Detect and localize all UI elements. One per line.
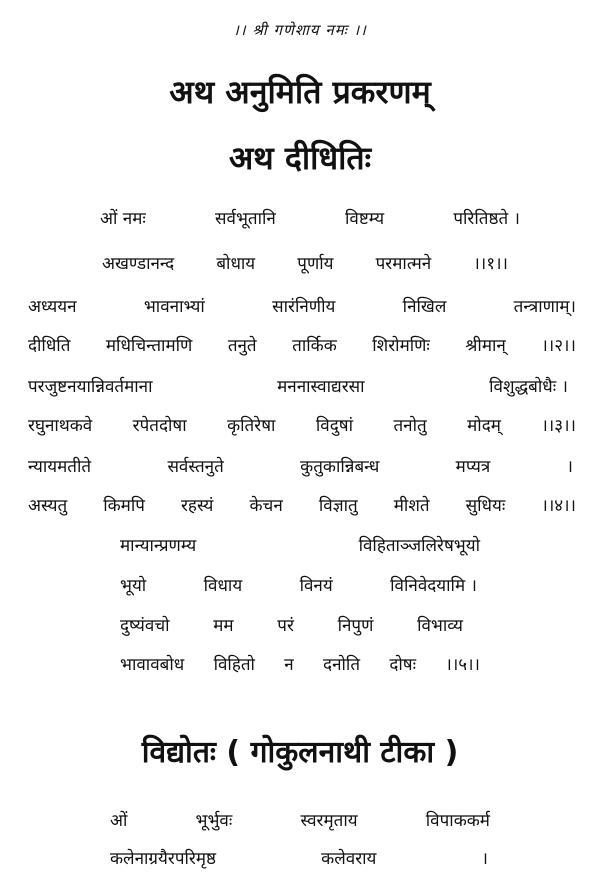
verse-word: कृतिरेषा bbox=[227, 416, 276, 436]
verse-word: निपुणं bbox=[337, 616, 374, 636]
verse-word: मधिचिन्तामणि bbox=[105, 336, 193, 356]
commentary-line-1 bbox=[110, 808, 490, 831]
verse-word: भावनाभ्यां bbox=[143, 297, 205, 317]
verse-word: कलेनाग्रयैरपरिमृष्ठ bbox=[110, 849, 217, 869]
verse-word: केचन bbox=[249, 496, 283, 516]
verse-number: ।।५।। bbox=[445, 655, 480, 675]
verse-word: निखिल bbox=[402, 297, 447, 317]
verse-number: ।।४।। bbox=[541, 496, 576, 516]
commentary-heading: विद्योतः ( गोकुलनाथी टीका ) bbox=[141, 735, 459, 770]
verse-line-10 bbox=[120, 573, 477, 596]
verse-word: बोधाय bbox=[216, 254, 256, 274]
verse-line-7 bbox=[28, 454, 573, 477]
verse-word: सर्वभूतानि bbox=[215, 209, 276, 229]
verse-word: तनोतु bbox=[393, 416, 427, 436]
verse-word: ओं नमः bbox=[100, 209, 146, 229]
verse-line-9 bbox=[120, 533, 480, 556]
verse-word: रहस्यं bbox=[180, 496, 214, 516]
verse-word: । bbox=[566, 457, 573, 477]
verse-line-4 bbox=[28, 333, 576, 356]
verse-word: ओं bbox=[110, 811, 128, 831]
verse-word: भूयो bbox=[120, 576, 147, 596]
verse-word: परितिष्ठते । bbox=[453, 209, 520, 229]
verse-word: न्यायमतीते bbox=[28, 457, 92, 477]
verse-word: विदुषां bbox=[315, 416, 354, 436]
verse-word: न bbox=[284, 655, 294, 675]
verse-word: सुधियः bbox=[465, 496, 506, 516]
verse-word: अध्ययन bbox=[28, 297, 77, 317]
verse-word: श्रीमान् bbox=[465, 336, 506, 356]
verse-number: ।।१।। bbox=[473, 254, 508, 274]
verse-word: कुतुकान्निबन्ध bbox=[300, 457, 380, 477]
verse-word: दुष्यंवचो bbox=[120, 616, 170, 636]
verse-word: विहितो bbox=[213, 655, 255, 675]
verse-word: विष्टम्य bbox=[345, 209, 385, 229]
verse-number: ।।२।। bbox=[541, 336, 576, 356]
verse-word: दनोति bbox=[323, 655, 361, 675]
verse-word: परजुष्टनयान्निवर्तमाना bbox=[28, 377, 153, 397]
verse-line-6 bbox=[28, 413, 576, 436]
verse-line-5 bbox=[28, 374, 568, 397]
verse-word: विशुद्धबोधैः । bbox=[489, 377, 568, 397]
verse-word: मननास्वाद्यरसा bbox=[277, 377, 365, 397]
verse-word: सारंनिणीय bbox=[272, 297, 336, 317]
verse-line-1 bbox=[100, 206, 520, 229]
verse-word: विभाव्य bbox=[417, 616, 463, 636]
invocation-line: ।। श्री गणेशाय नमः ।। bbox=[233, 21, 367, 39]
verse-line-8 bbox=[28, 493, 576, 516]
verse-word: मान्यान्प्रणम्य bbox=[120, 536, 197, 556]
verse-word: विपाककर्म bbox=[425, 811, 490, 831]
verse-word: तनुते bbox=[227, 336, 257, 356]
verse-word: मीशते bbox=[393, 496, 430, 516]
verse-word: अखण्डानन्द bbox=[102, 254, 175, 274]
verse-word: मम bbox=[213, 616, 234, 636]
verse-word: किमपि bbox=[103, 496, 145, 516]
verse-word: भावावबोध bbox=[120, 655, 185, 675]
verse-word: तार्किक bbox=[292, 336, 337, 356]
verse-word: । bbox=[481, 849, 488, 869]
verse-word: मप्यत्र bbox=[455, 457, 491, 477]
verse-word: सर्वस्तनुते bbox=[167, 457, 224, 477]
chapter-title: अथ अनुमिति प्रकरणम् bbox=[169, 73, 431, 111]
verse-number: ।।३।। bbox=[541, 416, 576, 436]
verse-line-3 bbox=[28, 294, 576, 317]
verse-word: शिरोमणिः bbox=[372, 336, 430, 356]
verse-word: भूर्भुवः bbox=[195, 811, 233, 831]
verse-word: विज्ञातु bbox=[318, 496, 358, 516]
verse-word: कलेवराय bbox=[321, 849, 377, 869]
verse-word: परं bbox=[277, 616, 294, 636]
verse-word: परमात्मने bbox=[375, 254, 432, 274]
chapter-subtitle: अथ दीधितिः bbox=[228, 139, 372, 177]
verse-word: तन्त्राणाम्। bbox=[513, 297, 576, 317]
verse-word: पूर्णाय bbox=[297, 254, 334, 274]
verse-word: दोषः bbox=[389, 655, 417, 675]
verse-word: स्वरमृताय bbox=[300, 811, 358, 831]
verse-word: अस्यतु bbox=[28, 496, 68, 516]
verse-line-2 bbox=[102, 251, 508, 274]
verse-word: विधाय bbox=[203, 576, 243, 596]
verse-line-12 bbox=[120, 652, 480, 675]
verse-word: रपेतदोषा bbox=[132, 416, 187, 436]
verse-word: विहिताञ्जलिरेषभूयो bbox=[358, 536, 480, 556]
verse-word: मोदम् bbox=[467, 416, 501, 436]
verse-word: दीधिति bbox=[28, 336, 71, 356]
verse-word: रघुनाथकवे bbox=[28, 416, 93, 436]
verse-word: विनिवेदयामि । bbox=[390, 576, 477, 596]
commentary-line-2 bbox=[110, 846, 488, 869]
verse-word: विनयं bbox=[299, 576, 333, 596]
verse-line-11 bbox=[120, 613, 463, 636]
